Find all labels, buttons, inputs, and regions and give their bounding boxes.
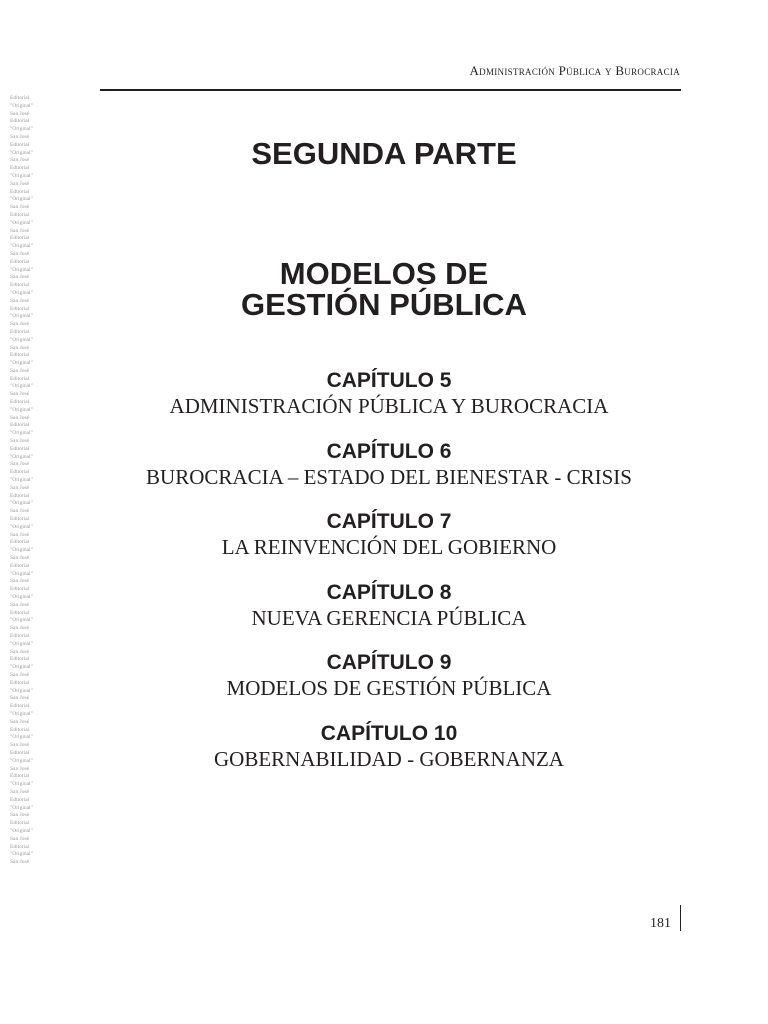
- chapter-entry: [0, 509, 768, 580]
- watermark-line: San José: [10, 297, 30, 304]
- watermark-line: Editorial: [10, 562, 30, 569]
- watermark-line: "Original": [10, 430, 33, 437]
- watermark-line: Editorial: [10, 141, 30, 148]
- watermark-line: "Original": [10, 360, 33, 367]
- watermark-line: Editorial: [10, 469, 30, 476]
- watermark-line: San José: [10, 625, 30, 632]
- watermark-line: "Original": [10, 594, 33, 600]
- chapter-entry: [0, 718, 768, 792]
- watermark-line: Editorial: [10, 679, 30, 686]
- chapter-label: CAPÍTULO 10: [320, 721, 458, 745]
- watermark-line: San José: [10, 157, 30, 164]
- watermark-line: Editorial: [10, 586, 30, 593]
- watermark-line: "Original": [10, 827, 33, 834]
- part-title: SEGUNDA PARTE: [251, 136, 517, 171]
- page-number: 181: [650, 916, 671, 931]
- chapter-name: GOBERNABILIDAD - GOBERNANZA: [214, 746, 564, 771]
- chapter-name: MODELOS DE GESTIÓN PÚBLICA: [226, 676, 552, 700]
- watermark-line: Editorial: [10, 445, 30, 452]
- chapter-label: CAPÍTULO 7: [326, 510, 452, 533]
- watermark-line: Editorial: [10, 820, 30, 827]
- watermark-line: San José: [10, 718, 30, 725]
- watermark-line: Editorial: [10, 118, 30, 125]
- watermark-line: San José: [10, 133, 30, 140]
- watermark-line: "Original": [10, 149, 33, 156]
- watermark-line: Editorial: [10, 703, 30, 710]
- watermark-line: Editorial: [10, 749, 30, 756]
- watermark-line: "Original": [10, 523, 33, 530]
- watermark-line: Editorial: [10, 328, 30, 335]
- watermark-line: "Original": [10, 243, 33, 250]
- watermark-line: "Original": [10, 266, 33, 273]
- watermark-line: Editorial: [10, 235, 30, 242]
- watermark-line: San José: [10, 461, 30, 468]
- watermark-line: Editorial: [10, 188, 30, 195]
- watermark-line: Editorial: [10, 165, 30, 172]
- watermark-line: Editorial: [10, 726, 30, 733]
- watermark-line: "Original": [10, 734, 33, 741]
- watermark-line: San José: [10, 344, 30, 351]
- watermark-line: "Original": [10, 687, 33, 694]
- watermark-line: San José: [10, 321, 30, 328]
- header-rule: [100, 89, 681, 91]
- watermark-line: Editorial: [10, 375, 30, 382]
- watermark-line: "Original": [10, 710, 33, 717]
- watermark-line: San José: [10, 578, 30, 585]
- watermark-line: "Original": [10, 851, 33, 858]
- watermark-line: "Original": [10, 313, 33, 320]
- watermark-line: "Original": [10, 453, 33, 460]
- chapter-name: ADMINISTRACIÓN PÚBLICA Y BUROCRACIA: [169, 394, 609, 418]
- watermark-line: "Original": [10, 617, 33, 624]
- watermark-line: San José: [10, 367, 30, 374]
- watermark-line: "Original": [10, 664, 33, 671]
- running-header-title: Administración Pública y Burocracia: [469, 63, 680, 78]
- watermark-line: San José: [10, 859, 30, 866]
- watermark-line: Editorial: [10, 95, 30, 101]
- watermark-line: "Original": [10, 383, 33, 390]
- watermark-line: Editorial: [10, 399, 30, 406]
- chapter-name: BUROCRACIA – ESTADO DEL BIENESTAR - CRISIS: [146, 464, 632, 489]
- watermark-line: San José: [10, 391, 30, 398]
- watermark-line: Editorial: [10, 773, 30, 780]
- watermark-line: San José: [10, 204, 30, 211]
- watermark-line: "Original": [10, 570, 33, 577]
- chapter-label: CAPÍTULO 9: [326, 651, 452, 674]
- watermark-line: San José: [10, 695, 30, 702]
- watermark-line: "Original": [10, 547, 33, 554]
- watermark-line: San José: [10, 227, 30, 234]
- chapter-entry: [0, 439, 768, 510]
- watermark-line: San José: [10, 274, 30, 281]
- watermark-line: "Original": [10, 640, 33, 647]
- watermark-line: Editorial: [10, 516, 30, 523]
- watermark-line: San José: [10, 788, 30, 795]
- watermark-line: "Original": [10, 102, 33, 109]
- watermark-line: Editorial: [10, 632, 30, 639]
- watermark-line: Editorial: [10, 422, 30, 429]
- watermark-line: "Original": [10, 477, 33, 484]
- section-title-line-1: MODELOS DE: [279, 256, 489, 291]
- section-title: [0, 258, 768, 320]
- watermark-line: "Original": [10, 126, 33, 133]
- watermark-line: "Original": [10, 804, 33, 811]
- chapter-label: CAPÍTULO 8: [326, 580, 452, 604]
- chapter-name: LA REINVENCIÓN DEL GOBIERNO: [221, 535, 557, 559]
- watermark-line: San José: [10, 250, 30, 257]
- watermark-line: San José: [10, 648, 30, 655]
- watermark-line: San José: [10, 835, 30, 842]
- watermark-line: "Original": [10, 757, 33, 764]
- watermark-line: "Original": [10, 406, 33, 413]
- watermark-line: "Original": [10, 219, 33, 226]
- watermark-line: San José: [10, 110, 30, 117]
- watermark-line: San José: [10, 742, 30, 749]
- watermark-line: "Original": [10, 289, 33, 296]
- section-title-line-2: GESTIÓN PÚBLICA: [241, 287, 527, 322]
- watermark-line: San José: [10, 555, 30, 562]
- watermark-line: San José: [10, 812, 30, 819]
- watermark-line: San José: [10, 508, 30, 515]
- watermark-line: San José: [10, 531, 30, 538]
- watermark-line: Editorial: [10, 282, 30, 289]
- watermark-line: "Original": [10, 196, 33, 203]
- chapter-entry: [0, 580, 768, 651]
- watermark-line: "Original": [10, 500, 33, 507]
- watermark-line: "Original": [10, 172, 33, 179]
- watermark-line: Editorial: [10, 211, 30, 218]
- watermark-line: Editorial: [10, 305, 30, 312]
- watermark-line: San José: [10, 671, 30, 678]
- watermark-line: Editorial: [10, 492, 30, 499]
- watermark-line: Editorial: [10, 352, 30, 359]
- chapter-entry: [0, 650, 768, 721]
- chapter-label: CAPÍTULO 6: [326, 439, 452, 463]
- watermark-line: San José: [10, 765, 30, 772]
- watermark-line: San José: [10, 414, 30, 421]
- watermark-line: Editorial: [10, 539, 30, 546]
- watermark-line: San José: [10, 601, 30, 608]
- watermark-line: Editorial: [10, 258, 30, 265]
- watermark-line: Editorial: [10, 609, 30, 616]
- watermark-line: "Original": [10, 781, 33, 788]
- chapter-entry: [0, 368, 768, 439]
- watermark-line: San José: [10, 438, 30, 445]
- watermark-line: San José: [10, 484, 30, 491]
- page-number-rule: [680, 905, 681, 931]
- watermark-line: "Original": [10, 336, 33, 343]
- watermark-line: San José: [10, 180, 30, 187]
- chapter-list: [0, 368, 768, 791]
- watermark-line: Editorial: [10, 656, 30, 663]
- chapter-label: CAPÍTULO 5: [326, 369, 452, 392]
- watermark-line: Editorial: [10, 796, 30, 803]
- watermark-line: Editorial: [10, 843, 30, 850]
- chapter-name: NUEVA GERENCIA PÚBLICA: [251, 605, 527, 630]
